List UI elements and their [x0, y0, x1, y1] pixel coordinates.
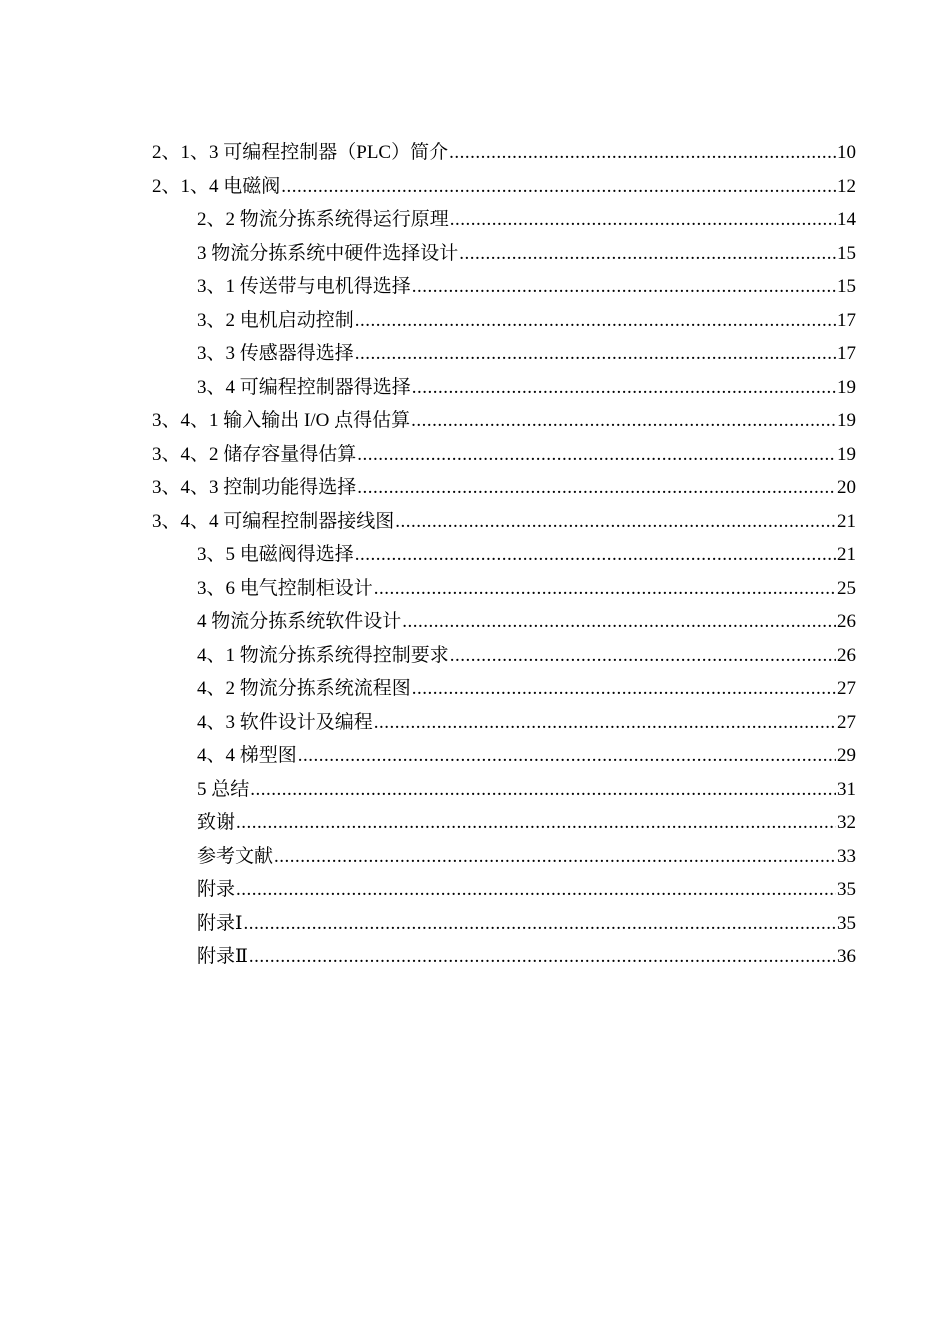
toc-entry-page-number: 14 [837, 209, 856, 230]
toc-entry-page-number: 21 [837, 544, 856, 565]
toc-dot-leader [274, 840, 836, 874]
toc-entry-title: 3 物流分拣系统中硬件选择设计 [197, 242, 459, 264]
toc-entry-title: 3、1 传送带与电机得选择 [197, 276, 411, 297]
toc-entry-title: 4、3 软件设计及编程 [197, 711, 373, 733]
toc-dot-leader [357, 471, 836, 505]
toc-entry-page-number: 20 [837, 477, 856, 498]
toc-dot-leader [236, 873, 836, 907]
toc-dot-leader [249, 940, 836, 974]
toc-dot-leader [298, 739, 836, 773]
toc-dot-leader [355, 304, 836, 338]
toc-entry-title: 附录Ⅱ [197, 946, 248, 967]
toc-entry[interactable] [197, 840, 856, 874]
toc-entry-page-number: 27 [837, 711, 856, 733]
toc-entry-page-number: 26 [837, 644, 856, 666]
toc-entry[interactable] [197, 371, 856, 405]
toc-entry[interactable] [197, 672, 856, 706]
toc-dot-leader [357, 438, 836, 472]
toc-entry-title: 参考文献 [197, 845, 274, 867]
toc-entry[interactable] [197, 304, 856, 338]
toc-entry-title: 2、2 物流分拣系统得运行原理 [197, 209, 449, 230]
toc-entry[interactable] [152, 471, 856, 505]
toc-dot-leader [412, 672, 836, 706]
toc-dot-leader [355, 337, 836, 371]
toc-entry-title: 3、2 电机启动控制 [197, 309, 354, 331]
toc-entry-title: 2、1、4 电磁阀 [152, 175, 281, 197]
toc-entry-title: 3、4 可编程控制器得选择 [197, 376, 411, 398]
toc-entry-page-number: 31 [837, 778, 856, 800]
toc-dot-leader [411, 404, 836, 438]
toc-entry[interactable] [197, 605, 856, 639]
toc-dot-leader [374, 706, 836, 740]
toc-entry[interactable] [197, 907, 856, 941]
toc-entry[interactable] [197, 237, 856, 271]
toc-entry[interactable] [197, 572, 856, 606]
toc-entry[interactable] [152, 505, 856, 539]
toc-entry[interactable] [197, 538, 856, 572]
toc-entry-page-number: 17 [837, 309, 856, 331]
toc-entry[interactable] [197, 639, 856, 673]
toc-dot-leader [402, 605, 836, 639]
toc-entry[interactable] [152, 404, 856, 438]
toc-entry-page-number: 10 [837, 142, 856, 163]
toc-entry-title: 4、2 物流分拣系统流程图 [197, 678, 411, 699]
toc-entry[interactable] [197, 337, 856, 371]
toc-entry-title: 3、4、1 输入输出 I/O 点得估算 [152, 410, 411, 431]
toc-entry-title: 3、6 电气控制柜设计 [197, 577, 373, 599]
toc-entry-title: 3、4、3 控制功能得选择 [152, 477, 357, 498]
toc-entry-title: 4、1 物流分拣系统得控制要求 [197, 644, 449, 666]
toc-entry-page-number: 35 [837, 912, 856, 934]
toc-dot-leader [450, 203, 836, 237]
toc-entry[interactable] [197, 739, 856, 773]
toc-dot-leader [450, 639, 836, 673]
toc-entry[interactable] [152, 170, 856, 204]
toc-dot-leader [250, 773, 836, 807]
toc-entry-title: 4 物流分拣系统软件设计 [197, 611, 402, 632]
toc-entry-page-number: 26 [837, 611, 856, 632]
toc-entry[interactable] [197, 203, 856, 237]
toc-entry-title: 附录Ⅰ [197, 912, 243, 934]
toc-dot-leader [244, 907, 836, 941]
toc-entry-title: 4、4 梯型图 [197, 745, 297, 766]
toc-entry[interactable] [197, 806, 856, 840]
toc-entry-page-number: 29 [837, 745, 856, 766]
toc-entry[interactable] [197, 270, 856, 304]
toc-dot-leader [459, 237, 836, 271]
toc-entry[interactable] [197, 706, 856, 740]
toc-entry-page-number: 17 [837, 343, 856, 364]
toc-dot-leader [412, 371, 836, 405]
toc-entry-title: 2、1、3 可编程控制器（PLC）简介 [152, 142, 449, 163]
toc-dot-leader [449, 136, 836, 170]
toc-entry[interactable] [152, 438, 856, 472]
toc-entry-page-number: 15 [837, 242, 856, 264]
toc-dot-leader [355, 538, 836, 572]
toc-entry-title: 3、3 传感器得选择 [197, 343, 354, 364]
toc-dot-leader [374, 572, 836, 606]
toc-entry-page-number: 33 [837, 845, 856, 867]
toc-entry-title: 致谢 [197, 812, 236, 833]
toc-entry[interactable] [197, 873, 856, 907]
toc-entry-page-number: 19 [837, 376, 856, 398]
toc-entry-page-number: 36 [837, 946, 856, 967]
toc-dot-leader [412, 270, 836, 304]
toc-entry-page-number: 25 [837, 577, 856, 599]
toc-entry-page-number: 19 [837, 443, 856, 465]
toc-dot-leader [395, 505, 836, 539]
toc-entry-title: 附录 [197, 879, 236, 900]
toc-entry[interactable] [152, 136, 856, 170]
toc-entry[interactable] [197, 773, 856, 807]
toc-entry-title: 3、4、4 可编程控制器接线图 [152, 510, 395, 532]
toc-entry[interactable] [197, 940, 856, 974]
toc-entry-page-number: 15 [837, 276, 856, 297]
toc-entry-title: 3、4、2 储存容量得估算 [152, 443, 357, 465]
toc-entry-page-number: 32 [837, 812, 856, 833]
toc-entry-page-number: 21 [837, 510, 856, 532]
toc-entry-page-number: 12 [837, 175, 856, 197]
toc-entry-page-number: 35 [837, 879, 856, 900]
toc-entry-title: 3、5 电磁阀得选择 [197, 544, 354, 565]
toc-dot-leader [236, 806, 836, 840]
toc-entry-page-number: 27 [837, 678, 856, 699]
toc-entry-title: 5 总结 [197, 778, 250, 800]
toc-dot-leader [281, 170, 836, 204]
toc-entry-page-number: 19 [837, 410, 856, 431]
